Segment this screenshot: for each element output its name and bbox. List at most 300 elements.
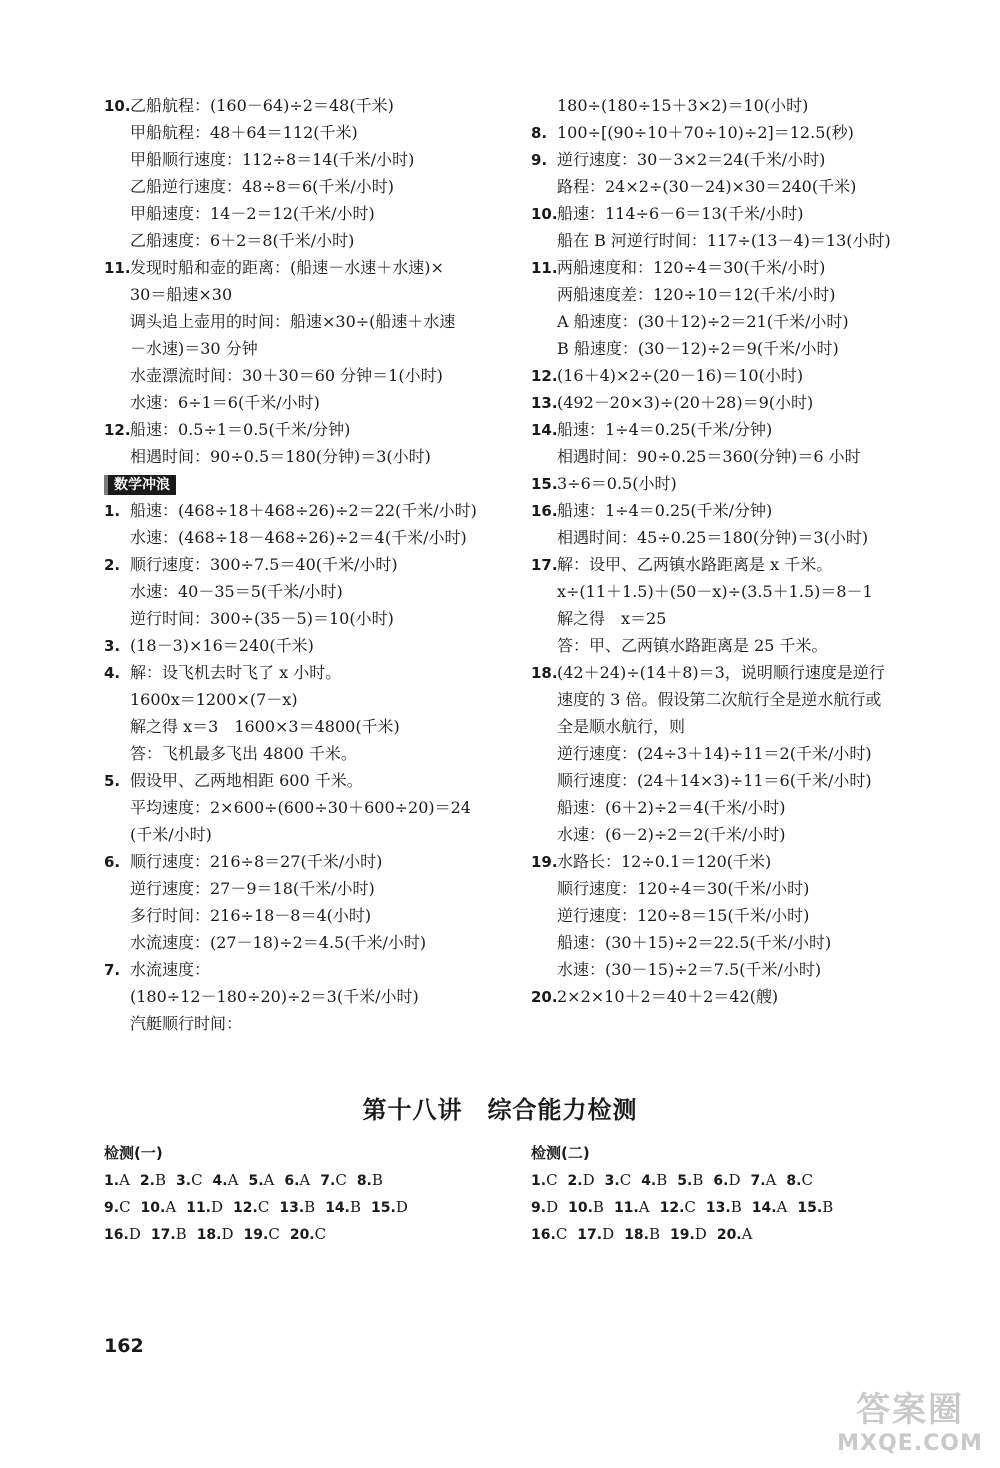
answer-line	[531, 200, 931, 227]
choice-number: 5.	[248, 1173, 264, 1189]
right-answer-column	[531, 92, 931, 1010]
choice-number: 10.	[140, 1200, 166, 1216]
answer-line	[531, 524, 931, 551]
choice-letter: C	[555, 1225, 568, 1243]
choice-answer	[614, 1194, 650, 1222]
choice-letter: D	[602, 1225, 615, 1243]
choice-letter: B	[175, 1225, 187, 1243]
answer-text: 发现时船和壶的距离：(船速－水速＋水速)×	[130, 258, 444, 277]
answer-line	[531, 659, 931, 686]
question-number: 20.	[531, 988, 558, 1006]
section-tag-line	[104, 470, 504, 497]
answer-text: 答：甲、乙两镇水路距离是 25 千米。	[557, 636, 828, 655]
answer-text: 船速：1÷4＝0.25(千米/分钟)	[557, 501, 773, 520]
choice-number: 7.	[750, 1173, 766, 1189]
choice-number: 4.	[641, 1173, 657, 1189]
choice-number: 14.	[751, 1200, 777, 1216]
answer-line	[104, 902, 504, 929]
answer-line	[104, 254, 504, 281]
answer-line	[531, 389, 931, 416]
answer-text: 顺行速度：300÷7.5＝40(千米/小时)	[130, 555, 398, 574]
choice-letter: A	[227, 1171, 239, 1189]
choice-answer	[641, 1167, 667, 1195]
choice-number: 15.	[797, 1200, 823, 1216]
choice-letter: B	[656, 1171, 668, 1189]
choice-letter: A	[263, 1171, 275, 1189]
choice-letter: B	[350, 1198, 362, 1216]
choice-letter: B	[648, 1225, 660, 1243]
choice-answer	[248, 1167, 274, 1195]
choice-letter: A	[765, 1171, 777, 1189]
test-2-title: 检测(二)	[531, 1144, 590, 1162]
answer-text: 解之得 x＝25	[557, 609, 667, 628]
answer-text: 顺行速度：120÷4＝30(千米/小时)	[557, 879, 810, 898]
answer-text: 逆行速度：120÷8＝15(千米/小时)	[557, 906, 810, 925]
watermark-line-2: MXQE.COM	[837, 1431, 983, 1456]
question-number: 4.	[104, 664, 121, 682]
answer-text: 水路长：12÷0.1＝120(千米)	[557, 852, 772, 871]
answer-line	[531, 767, 931, 794]
answer-line	[531, 254, 931, 281]
choice-letter: D	[128, 1225, 141, 1243]
choice-letter: B	[730, 1198, 742, 1216]
choice-number: 10.	[568, 1200, 593, 1216]
answer-text: 船速：114÷6－6＝13(千米/小时)	[557, 204, 804, 223]
choice-answer	[244, 1221, 280, 1249]
answer-text: (千米/小时)	[130, 825, 212, 844]
answer-text: －水速)＝30 分钟	[130, 339, 258, 358]
choice-answer	[568, 1167, 595, 1195]
answer-text: 180÷(180÷15＋3×2)＝10(小时)	[557, 96, 809, 115]
choice-number: 15.	[371, 1200, 396, 1216]
choice-number: 11.	[186, 1200, 212, 1216]
answer-line	[104, 929, 504, 956]
choice-letter: D	[728, 1171, 741, 1189]
answer-text: 乙船逆行速度：48÷8＝6(千米/小时)	[130, 177, 395, 196]
answer-text: (180÷12－180÷20)÷2＝3(千米/小时)	[130, 987, 419, 1006]
choice-letter: A	[165, 1198, 177, 1216]
answer-line	[104, 119, 504, 146]
answer-text: 逆行速度：27－9＝18(千米/小时)	[130, 879, 375, 898]
answer-text: 假设甲、乙两地相距 600 千米。	[130, 771, 363, 790]
answer-text: 汽艇顺行时间：	[130, 1014, 243, 1033]
answer-line	[104, 875, 504, 902]
answer-text: 平均速度：2×600÷(600÷30＋600÷20)＝24	[130, 798, 471, 817]
choice-letter: D	[395, 1198, 408, 1216]
answer-line	[104, 92, 504, 119]
choice-letter: C	[335, 1171, 347, 1189]
answer-line	[104, 956, 504, 983]
answer-line	[104, 713, 504, 740]
answer-line	[531, 821, 931, 848]
answer-line	[531, 578, 931, 605]
answer-text: x÷(11＋1.5)＋(50－x)÷(3.5＋1.5)＝8－1	[557, 582, 873, 601]
answer-line	[104, 416, 504, 443]
test-1-rows	[104, 1167, 504, 1248]
choice-letter: A	[776, 1198, 788, 1216]
choice-answer	[104, 1221, 141, 1249]
answer-text: A 船速度：(30＋12)÷2＝21(千米/小时)	[557, 312, 849, 331]
choice-letter: D	[694, 1225, 707, 1243]
answer-text: 全是顺水航行，则	[557, 717, 686, 736]
choice-answer	[104, 1167, 130, 1195]
choice-answer	[750, 1167, 776, 1195]
answer-line	[531, 92, 931, 119]
choice-answer	[141, 1194, 177, 1222]
choice-number: 12.	[233, 1200, 258, 1216]
choice-number: 7.	[320, 1173, 336, 1189]
answer-text: 顺行速度：216÷8＝27(千米/小时)	[130, 852, 383, 871]
question-number: 16.	[531, 502, 558, 520]
choice-answer	[213, 1167, 239, 1195]
answer-text: 甲船速度：14－2＝12(千米/小时)	[130, 204, 375, 223]
answer-text: 答：飞机最多飞出 4800 千米。	[130, 744, 357, 763]
choice-letter: D	[221, 1225, 234, 1243]
choice-number: 8.	[786, 1173, 802, 1189]
answer-line	[104, 605, 504, 632]
choice-number: 8.	[356, 1173, 372, 1189]
answer-line	[104, 146, 504, 173]
answer-line	[531, 605, 931, 632]
answer-text: 路程：24×2÷(30－24)×30＝240(千米)	[557, 177, 857, 196]
answer-text: 多行时间：216÷18－8＝4(小时)	[130, 906, 372, 925]
answer-row	[104, 1194, 504, 1221]
choice-letter: D	[546, 1198, 559, 1216]
choice-number: 17.	[577, 1227, 603, 1243]
answer-text: 解之得 x＝3 1600×3＝4800(千米)	[130, 717, 400, 736]
answer-line	[104, 686, 504, 713]
choice-answer	[786, 1167, 813, 1195]
left-answer-column	[104, 92, 504, 1037]
choice-letter: C	[619, 1171, 632, 1189]
test-2-rows	[531, 1167, 931, 1248]
answer-text: 船速：0.5÷1＝0.5(千米/分钟)	[130, 420, 351, 439]
choice-number: 20.	[289, 1227, 315, 1243]
answer-text: 船速：(468÷18＋468÷26)÷2＝22(千米/小时)	[130, 501, 477, 520]
answer-line	[104, 308, 504, 335]
question-number: 3.	[104, 637, 121, 655]
choice-letter: B	[371, 1171, 383, 1189]
answer-text: 速度的 3 倍。假设第二次航行全是逆水航行或	[557, 690, 882, 709]
answer-text: (16＋4)×2÷(20－16)＝10(小时)	[557, 366, 804, 385]
section-tag: 数学冲浪	[104, 475, 176, 495]
answer-line	[104, 848, 504, 875]
answer-line	[531, 335, 931, 362]
answer-text: 调头追上壶用的时间：船速×30÷(船速＋水速	[130, 312, 456, 331]
answer-text: 解：设甲、乙两镇水路距离是 x 千米。	[557, 555, 833, 574]
choice-letter: C	[801, 1171, 813, 1189]
choice-number: 5.	[677, 1173, 693, 1189]
answer-line	[104, 740, 504, 767]
answer-line	[531, 281, 931, 308]
choice-number: 16.	[104, 1227, 129, 1243]
choice-number: 1.	[531, 1173, 547, 1189]
answer-text: (42＋24)÷(14＋8)＝3，说明顺行速度是逆行	[557, 663, 885, 682]
answer-text: 水流速度：	[130, 960, 211, 979]
choice-letter: C	[546, 1171, 558, 1189]
watermark-line-1: 答案圈	[856, 1390, 964, 1430]
choice-number: 9.	[104, 1200, 120, 1216]
choice-number: 18.	[196, 1227, 222, 1243]
answer-text: 解：设飞机去时飞了 x 小时。	[130, 663, 342, 682]
choice-letter: C	[119, 1198, 131, 1216]
choice-number: 16.	[531, 1227, 556, 1243]
answer-text: 水速：6÷1＝6(千米/小时)	[130, 393, 320, 412]
question-number: 7.	[104, 961, 121, 979]
choice-number: 3.	[604, 1173, 620, 1189]
choice-answer	[140, 1167, 166, 1195]
choice-answer	[290, 1221, 326, 1249]
choice-answer	[752, 1194, 788, 1222]
answer-text: 船速：1÷4＝0.25(千米/分钟)	[557, 420, 773, 439]
choice-letter: A	[638, 1198, 650, 1216]
choice-letter: A	[741, 1225, 753, 1243]
answer-text: 船速：(6＋2)÷2＝4(千米/小时)	[557, 798, 786, 817]
choice-number: 14.	[325, 1200, 350, 1216]
answer-line	[104, 173, 504, 200]
answer-text: 水速：(468÷18－468÷26)÷2＝4(千米/小时)	[130, 528, 467, 547]
choice-letter: A	[299, 1171, 311, 1189]
choice-answer	[713, 1167, 740, 1195]
choice-number: 6.	[284, 1173, 300, 1189]
question-number: 14.	[531, 421, 558, 439]
answer-text: (18－3)×16＝240(千米)	[130, 636, 314, 655]
answer-line	[104, 227, 504, 254]
choice-number: 4.	[212, 1173, 228, 1189]
answer-line	[531, 848, 931, 875]
choice-answer	[104, 1194, 131, 1222]
answer-line	[104, 443, 504, 470]
choice-number: 11.	[613, 1200, 639, 1216]
choice-number: 1.	[104, 1173, 120, 1189]
choice-answer	[568, 1194, 604, 1222]
choice-answer	[320, 1167, 347, 1195]
test-2-answers	[531, 1140, 931, 1248]
answer-text: 顺行速度：(24＋14×3)÷11＝6(千米/小时)	[557, 771, 872, 790]
choice-number: 17.	[150, 1227, 176, 1243]
choice-answer	[233, 1194, 269, 1222]
choice-number: 20.	[716, 1227, 742, 1243]
answer-text: 船在 B 河逆行时间：117÷(13－4)＝13(小时)	[557, 231, 891, 250]
page-number: 162	[104, 1335, 144, 1357]
answer-line	[104, 335, 504, 362]
question-number: 15.	[531, 475, 558, 493]
answer-line	[104, 497, 504, 524]
choice-answer	[531, 1167, 558, 1195]
choice-number: 19.	[243, 1227, 269, 1243]
choice-letter: C	[314, 1225, 327, 1243]
choice-answer	[325, 1194, 361, 1222]
question-number: 17.	[531, 556, 558, 574]
answer-line	[104, 767, 504, 794]
choice-number: 13.	[705, 1200, 731, 1216]
answer-line	[531, 308, 931, 335]
answer-row	[531, 1167, 931, 1194]
answer-line	[104, 632, 504, 659]
question-number: 8.	[531, 124, 548, 142]
choice-answer	[577, 1221, 614, 1249]
choice-letter: D	[211, 1198, 224, 1216]
choice-letter: A	[119, 1171, 130, 1189]
choice-answer	[371, 1194, 408, 1222]
section-title: 第十八讲 综合能力检测	[362, 1096, 638, 1124]
answer-line	[104, 659, 504, 686]
answer-text: (492－20×3)÷(20＋28)＝9(小时)	[557, 393, 814, 412]
choice-answer	[717, 1221, 753, 1249]
answer-text: 水速：40－35＝5(千米/小时)	[130, 582, 343, 601]
choice-answer	[186, 1194, 223, 1222]
choice-number: 12.	[659, 1200, 685, 1216]
answer-line	[531, 686, 931, 713]
answer-text: 水壶漂流时间：30＋30＝60 分钟＝1(小时)	[130, 366, 443, 385]
choice-number: 13.	[279, 1200, 305, 1216]
answer-row	[104, 1221, 504, 1248]
answer-line	[531, 362, 931, 389]
answer-line	[531, 740, 931, 767]
answer-text: 乙船速度：6＋2＝8(千米/小时)	[130, 231, 355, 250]
choice-letter: C	[191, 1171, 203, 1189]
choice-number: 18.	[624, 1227, 649, 1243]
answer-line	[104, 200, 504, 227]
choice-answer	[660, 1194, 696, 1222]
choice-answer	[357, 1167, 383, 1195]
answer-line	[531, 497, 931, 524]
answer-row	[531, 1194, 931, 1221]
answer-text: 逆行时间：300÷(35－5)＝10(小时)	[130, 609, 394, 628]
choice-number: 9.	[531, 1200, 547, 1216]
answer-line	[104, 362, 504, 389]
choice-number: 6.	[713, 1173, 729, 1189]
choice-number: 3.	[176, 1173, 192, 1189]
question-number: 12.	[531, 367, 558, 385]
answer-line	[531, 929, 931, 956]
choice-letter: B	[154, 1171, 166, 1189]
choice-letter: C	[257, 1198, 270, 1216]
question-number: 6.	[104, 853, 121, 871]
choice-answer	[197, 1221, 234, 1249]
choice-answer	[797, 1194, 833, 1222]
answer-line	[531, 983, 931, 1010]
answer-text: 2×2×10＋2＝40＋2＝42(艘)	[557, 987, 779, 1006]
answer-line	[531, 632, 931, 659]
choice-number: 2.	[567, 1173, 583, 1189]
choice-answer	[151, 1221, 187, 1249]
answer-text: 两船速度和：120÷4＝30(千米/小时)	[557, 258, 826, 277]
answer-line	[104, 578, 504, 605]
question-number: 19.	[531, 853, 558, 871]
question-number: 11.	[531, 259, 558, 277]
answer-line	[531, 146, 931, 173]
answer-text: 相遇时间：45÷0.25＝180(分钟)＝3(小时)	[557, 528, 869, 547]
answer-row	[104, 1167, 504, 1194]
answer-text: 两船速度差：120÷10＝12(千米/小时)	[557, 285, 836, 304]
answer-line	[531, 902, 931, 929]
choice-answer	[531, 1194, 558, 1222]
answer-line	[531, 794, 931, 821]
choice-answer	[284, 1167, 310, 1195]
answer-line	[104, 389, 504, 416]
question-number: 12.	[104, 421, 131, 439]
answer-line	[104, 551, 504, 578]
choice-letter: D	[582, 1171, 595, 1189]
answer-line	[531, 119, 931, 146]
test-1-title: 检测(一)	[104, 1144, 163, 1162]
answer-text: 相遇时间：90÷0.5＝180(分钟)＝3(小时)	[130, 447, 431, 466]
answer-line	[531, 443, 931, 470]
answer-line	[531, 551, 931, 578]
answer-text: 水流速度：(27－18)÷2＝4.5(千米/小时)	[130, 933, 427, 952]
choice-answer	[677, 1167, 703, 1195]
choice-number: 19.	[669, 1227, 695, 1243]
test-1-answers	[104, 1140, 504, 1248]
answer-line	[531, 875, 931, 902]
choice-answer	[706, 1194, 742, 1222]
answer-text: 乙船航程：(160－64)÷2＝48(千米)	[130, 96, 394, 115]
answer-line	[104, 281, 504, 308]
choice-answer	[279, 1194, 315, 1222]
answer-line	[104, 983, 504, 1010]
question-number: 11.	[104, 259, 131, 277]
answer-text: 甲船顺行速度：112÷8＝14(千米/小时)	[130, 150, 415, 169]
answer-text: B 船速度：(30－12)÷2＝9(千米/小时)	[557, 339, 839, 358]
answer-text: 相遇时间：90÷0.25＝360(分钟)＝6 小时	[557, 447, 861, 466]
choice-letter: B	[304, 1198, 316, 1216]
question-number: 2.	[104, 556, 121, 574]
answer-text: 3÷6＝0.5(小时)	[557, 474, 677, 493]
choice-letter: B	[822, 1198, 834, 1216]
choice-answer	[670, 1221, 707, 1249]
question-number: 9.	[531, 151, 548, 169]
answer-line	[531, 713, 931, 740]
choice-answer	[531, 1221, 567, 1249]
choice-letter: C	[268, 1225, 280, 1243]
answer-text: 水速：(30－15)÷2＝7.5(千米/小时)	[557, 960, 822, 979]
question-number: 10.	[531, 205, 558, 223]
answer-text: 100÷[(90÷10＋70÷10)÷2]＝12.5(秒)	[557, 123, 854, 142]
answer-text: 船速：(30＋15)÷2＝22.5(千米/小时)	[557, 933, 832, 952]
answer-text: 逆行速度：30－3×2＝24(千米/小时)	[557, 150, 826, 169]
answer-text: 甲船航程：48＋64＝112(千米)	[130, 123, 358, 142]
answer-line	[531, 416, 931, 443]
choice-number: 2.	[139, 1173, 155, 1189]
choice-letter: B	[592, 1198, 604, 1216]
choice-answer	[624, 1221, 660, 1249]
answer-line	[531, 227, 931, 254]
answer-line	[531, 956, 931, 983]
choice-answer	[605, 1167, 632, 1195]
answer-line	[104, 821, 504, 848]
answer-text: 逆行速度：(24÷3＋14)÷11＝2(千米/小时)	[557, 744, 872, 763]
choice-letter: B	[692, 1171, 704, 1189]
question-number: 5.	[104, 772, 121, 790]
answer-text: 30＝船速×30	[130, 285, 233, 304]
question-number: 1.	[104, 502, 121, 520]
watermark-logo	[830, 1390, 990, 1458]
question-number: 10.	[104, 97, 131, 115]
choice-letter: C	[684, 1198, 696, 1216]
answer-line	[531, 173, 931, 200]
answer-row	[531, 1221, 931, 1248]
answer-line	[104, 1010, 504, 1037]
answer-text: 水速：(6－2)÷2＝2(千米/小时)	[557, 825, 786, 844]
answer-line	[104, 524, 504, 551]
answer-text: 1600x＝1200×(7－x)	[130, 690, 298, 709]
answer-line	[531, 470, 931, 497]
choice-answer	[176, 1167, 203, 1195]
answer-line	[104, 794, 504, 821]
question-number: 18.	[531, 664, 558, 682]
question-number: 13.	[531, 394, 558, 412]
